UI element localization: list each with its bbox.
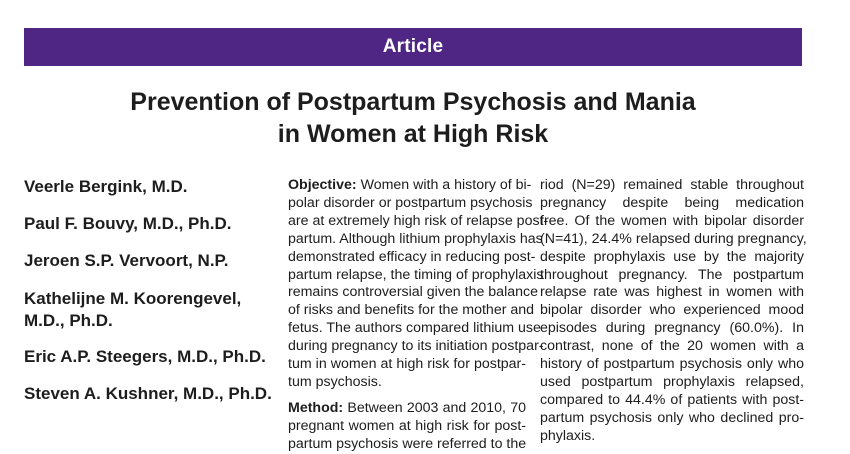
abstract-line: demonstrated efficacy in reducing post- [288,248,536,265]
author-name: Kathelijne M. Koorengevel, [24,289,242,308]
abstract-left-column [288,177,549,454]
abstract-line: remains controversial given the balance [288,284,538,301]
abstract-line: riod (N=29) remained stable throughout [540,177,804,193]
author-name: Steven A. Kushner, M.D., Ph.D. [24,384,272,403]
article-title [24,86,802,150]
abstract-line: history of postpartum psychosis only who [540,356,804,373]
abstract-line: episodes during pregnancy (60.0%). In [540,320,804,337]
abstract-line: tum in women at high risk for postpar- [288,356,526,373]
abstract-line: compared to 44.4% of patients with post- [540,391,804,408]
abstract-line [288,400,526,418]
abstract-line: relapse rate was highest in women with [540,284,804,301]
abstract-line: partum psychosis only who declined pro- [540,409,804,426]
author-name: Eric A.P. Steegers, M.D., Ph.D. [24,347,266,366]
author-name: Veerle Bergink, M.D. [24,177,188,196]
abstract-line: bipolar disorder who experienced mood [540,302,804,319]
abstract-line: pregnancy despite being medication [540,194,804,211]
abstract-line: polar disorder or postpartum psychosis [288,194,533,211]
abstract-line: despite prophylaxis use by the majority [540,248,804,265]
author-name: Jeroen S.P. Vervoort, N.P. [24,251,229,270]
abstract-line: free. Of the women with bipolar disorder [540,212,804,229]
author-name-continued: M.D., Ph.D. [24,311,113,330]
abstract-line: throughout pregnancy. The postpartum [540,266,804,283]
abstract-line: of risks and benefits for the mother and [288,302,535,319]
abstract-line: fetus. The authors compared lithium use [288,320,541,337]
abstract-right-column [540,177,807,446]
abstract-line: during pregnancy to its initiation postpar- [288,338,544,355]
abstract-line: partum relapse, the timing of prophylaxis [288,266,544,283]
author-name: Paul F. Bouvy, M.D., Ph.D. [24,214,232,233]
section-label: Article [382,36,444,57]
objective-text: Women with a history of bi- [360,177,532,193]
method-text: Between 2003 and 2010, 70 [347,399,526,416]
title-line: in Women at High Risk [277,120,549,148]
abstract-line: phylaxis. [540,427,596,444]
abstract-line: pregnant women at high risk for post- [288,417,526,434]
article-section-banner [24,28,802,66]
objective-label: Objective: [288,177,357,193]
abstract-line: used postpartum prophylaxis relapsed, [540,373,804,390]
abstract-line: partum. Although lithium prophylaxis has [288,230,543,247]
title-line: Prevention of Postpartum Psychosis and Mania [130,88,696,116]
abstract-line: are at extremely high risk of relapse post- [288,212,549,229]
abstract-line [288,177,532,195]
abstract-line: contrast, none of the 20 women with a [540,338,804,355]
method-label: Method: [288,399,344,416]
abstract-line: tum psychosis. [288,373,382,390]
abstract-line: (N=41), 24.4% relapsed during pregnancy, [540,230,807,247]
abstract-line: partum psychosis were referred to the [288,435,527,452]
